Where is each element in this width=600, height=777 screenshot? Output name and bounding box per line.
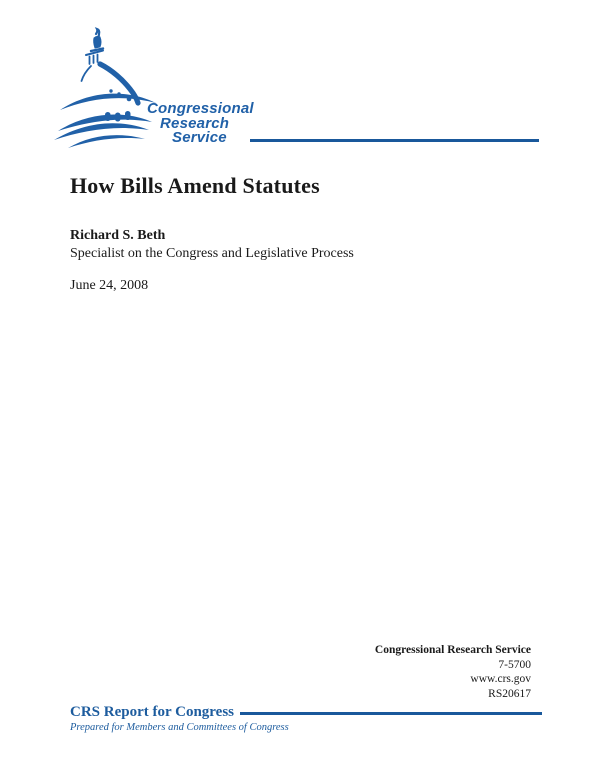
footer-contact-block: [280, 643, 531, 701]
logo-wordmark-line3: Service: [172, 129, 227, 146]
crs-tagline: Prepared for Members and Committees of Congress: [70, 722, 289, 733]
header-rule: [250, 139, 539, 142]
crs-report-banner: CRS Report for Congress: [70, 704, 235, 720]
page-title: How Bills Amend Statutes: [70, 173, 320, 198]
logo-wordmark-line1: Congressional: [147, 100, 254, 117]
logo-wordmark-line2: Research: [160, 115, 230, 132]
footer-website-link[interactable]: www.crs.gov: [470, 673, 531, 685]
footer-org-name: Congressional Research Service: [374, 644, 531, 656]
footer-phone: 7-5700: [498, 658, 531, 671]
author-name: Richard S. Beth: [70, 228, 166, 243]
report-date: June 24, 2008: [70, 278, 149, 293]
capitol-dome-icon: [50, 26, 168, 150]
footer-rule: [240, 712, 542, 715]
author-title: Specialist on the Congress and Legislative Process: [70, 246, 354, 261]
footer-report-number: RS20617: [488, 687, 531, 700]
